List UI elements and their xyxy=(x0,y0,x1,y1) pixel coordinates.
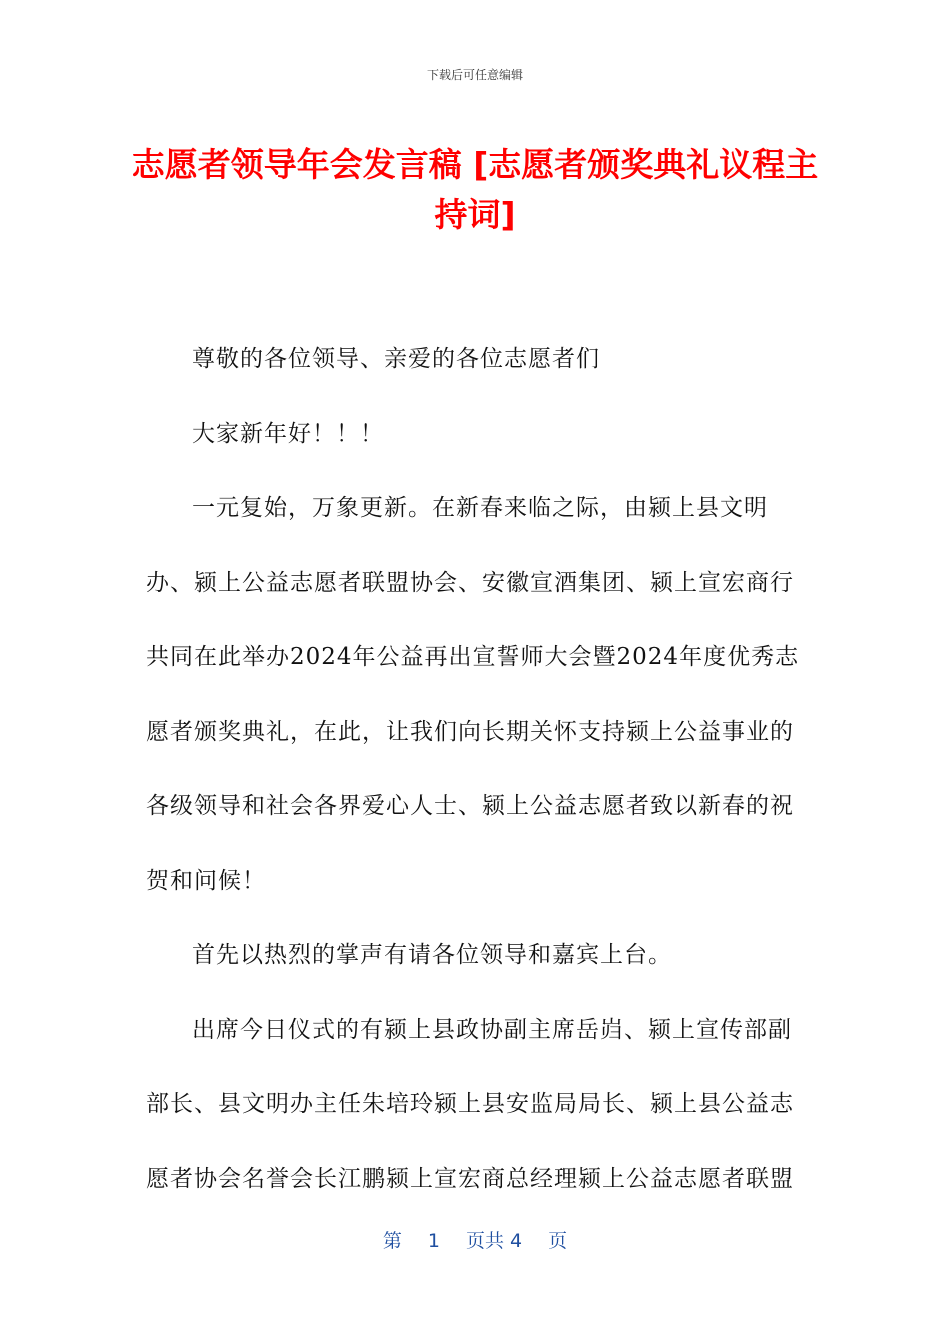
paragraph-invite: 首先以热烈的掌声有请各位领导和嘉宾上台。 xyxy=(192,942,672,968)
footer-mid: 页共 xyxy=(465,1230,504,1252)
footer-total-pages: 4 xyxy=(510,1230,523,1252)
page-footer xyxy=(0,1226,950,1253)
paragraph-attendees: 出席今日仪式的有颍上县政协副主席岳岿、颍上宣传部副部长、县文明办主任朱培玲颍上县安监局局长、颍上县公益志愿者协会名誉会长江鹏颍上宣宏商总经理颍上公益志愿者联盟 xyxy=(146,1016,794,1192)
paragraph-greeting: 大家新年好！！！ xyxy=(192,420,384,447)
footer-suffix: 页 xyxy=(548,1230,568,1252)
footer-prefix: 第 xyxy=(382,1230,402,1252)
footer-page-number: 1 xyxy=(427,1230,440,1252)
document-title: 志愿者领导年会发言稿 [志愿者颁奖典礼议程主持词] xyxy=(131,145,819,234)
paragraph-intro: 一元复始，万象更新。在新春来临之际，由颍上县文明办、颍上公益志愿者联盟协会、安徽宣酒集团、颍上宣宏商行共同在此举办2024年公益再出宣誓师大会暨2024年度优秀志愿者颁奖典礼，在此，让我们向长期关怀支持颍上公益事业的各级领导和社会各界爱心人士、颍上公益志愿者致以新春的祝贺和问候！ xyxy=(146,495,800,894)
document-body xyxy=(146,322,806,1216)
header-note: 下载后可任意编辑 xyxy=(426,68,523,82)
paragraph-salutation: 尊敬的各位领导、亲爱的各位志愿者们 xyxy=(192,346,600,372)
